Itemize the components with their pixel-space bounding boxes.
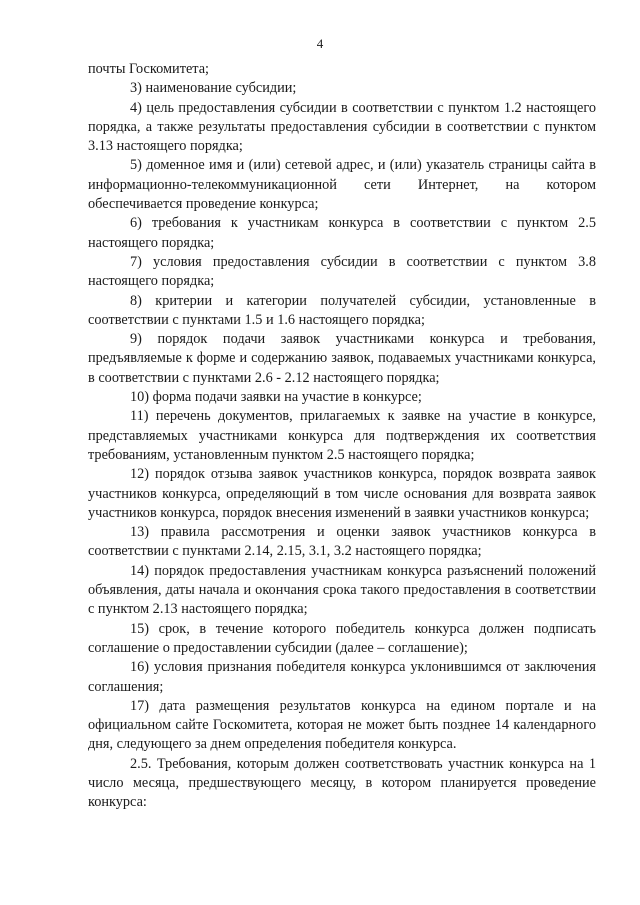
paragraph-item-7: 7) условия предоставления субсидии в соответствии с пунктом 3.8 настоящего порядка;: [88, 253, 596, 290]
paragraph-item-13: 13) правила рассмотрения и оценки заявок участников конкурса в соответствии с пунктами 2.14, 2.15, 3.1, 3.2 настоящего порядка;: [88, 524, 596, 560]
paragraph-item-14: 14) порядок предоставления участникам конкурса разъяснений положений объявления, даты начала и окончания срока такого предоставления в соответствии с пунктом 2.13 настоящего порядка;: [88, 562, 596, 618]
paragraph-item-16: 16) условия признания победителя конкурса уклонившимся от заключения соглашения;: [88, 659, 596, 695]
paragraph-item-17: 17) дата размещения результатов конкурса на едином портале и на официальном сайте Госкомитета, которая не может быть позднее 14 календарного дня, следующего за днем определения победителя конкурса.: [88, 697, 596, 753]
paragraph-item-4: 4) цель предоставления субсидии в соответствии с пунктом 1.2 настоящего порядка, а также результаты предоставления субсидии в соответствии с пунктом 3.13 настоящего порядка;: [88, 99, 596, 155]
paragraph-item-15: 15) срок, в течение которого победитель конкурса должен подписать соглашение о предоставлении субсидии (далее – соглашение);: [88, 620, 596, 656]
page-number: 4: [316, 36, 324, 51]
paragraph-item-6: 6) требования к участникам конкурса в соответствии с пунктом 2.5 настоящего порядка;: [88, 215, 596, 251]
paragraph-section-2-5: 2.5. Требования, которым должен соответствовать участник конкурса на 1 число месяца, предшествующего месяцу, в котором планируется проведение конкурса:: [88, 755, 596, 811]
paragraph-item-8: 8) критерии и категории получателей субсидии, установленные в соответствии с пунктами 1.5 и 1.6 настоящего порядка;: [88, 292, 596, 328]
paragraph-item-12: 12) порядок отзыва заявок участников конкурса, порядок возврата заявок участников конкурса, определяющий в том числе основания для возврата заявок участников конкурса, порядок внесения изменений в заявки участников конкурса;: [88, 466, 596, 521]
paragraph-item-11: 11) перечень документов, прилагаемых к заявке на участие в конкурсе, представляемых участниками конкурса для подтверждения их соответствия требованиям, установленным пунктом 2.5 настоящего порядка;: [88, 408, 596, 463]
paragraph-item-9: 9) порядок подачи заявок участниками конкурса и требования, предъявляемые к форме и содержанию заявок, подаваемых участниками конкурса, в соответствии с пунктами 2.6 - 2.12 настоящего порядка;: [88, 331, 596, 386]
paragraph-continuation: почты Госкомитета;: [88, 61, 210, 77]
document-body: [88, 60, 596, 813]
paragraph-item-3: 3) наименование субсидии;: [130, 80, 297, 97]
paragraph-item-5: 5) доменное имя и (или) сетевой адрес, и (или) указатель страницы сайта в информационно-телекоммуникационной сети Интернет, на котором обеспечивается проведение конкурса;: [88, 157, 596, 213]
paragraph-item-10: 10) форма подачи заявки на участие в конкурсе;: [130, 389, 422, 406]
